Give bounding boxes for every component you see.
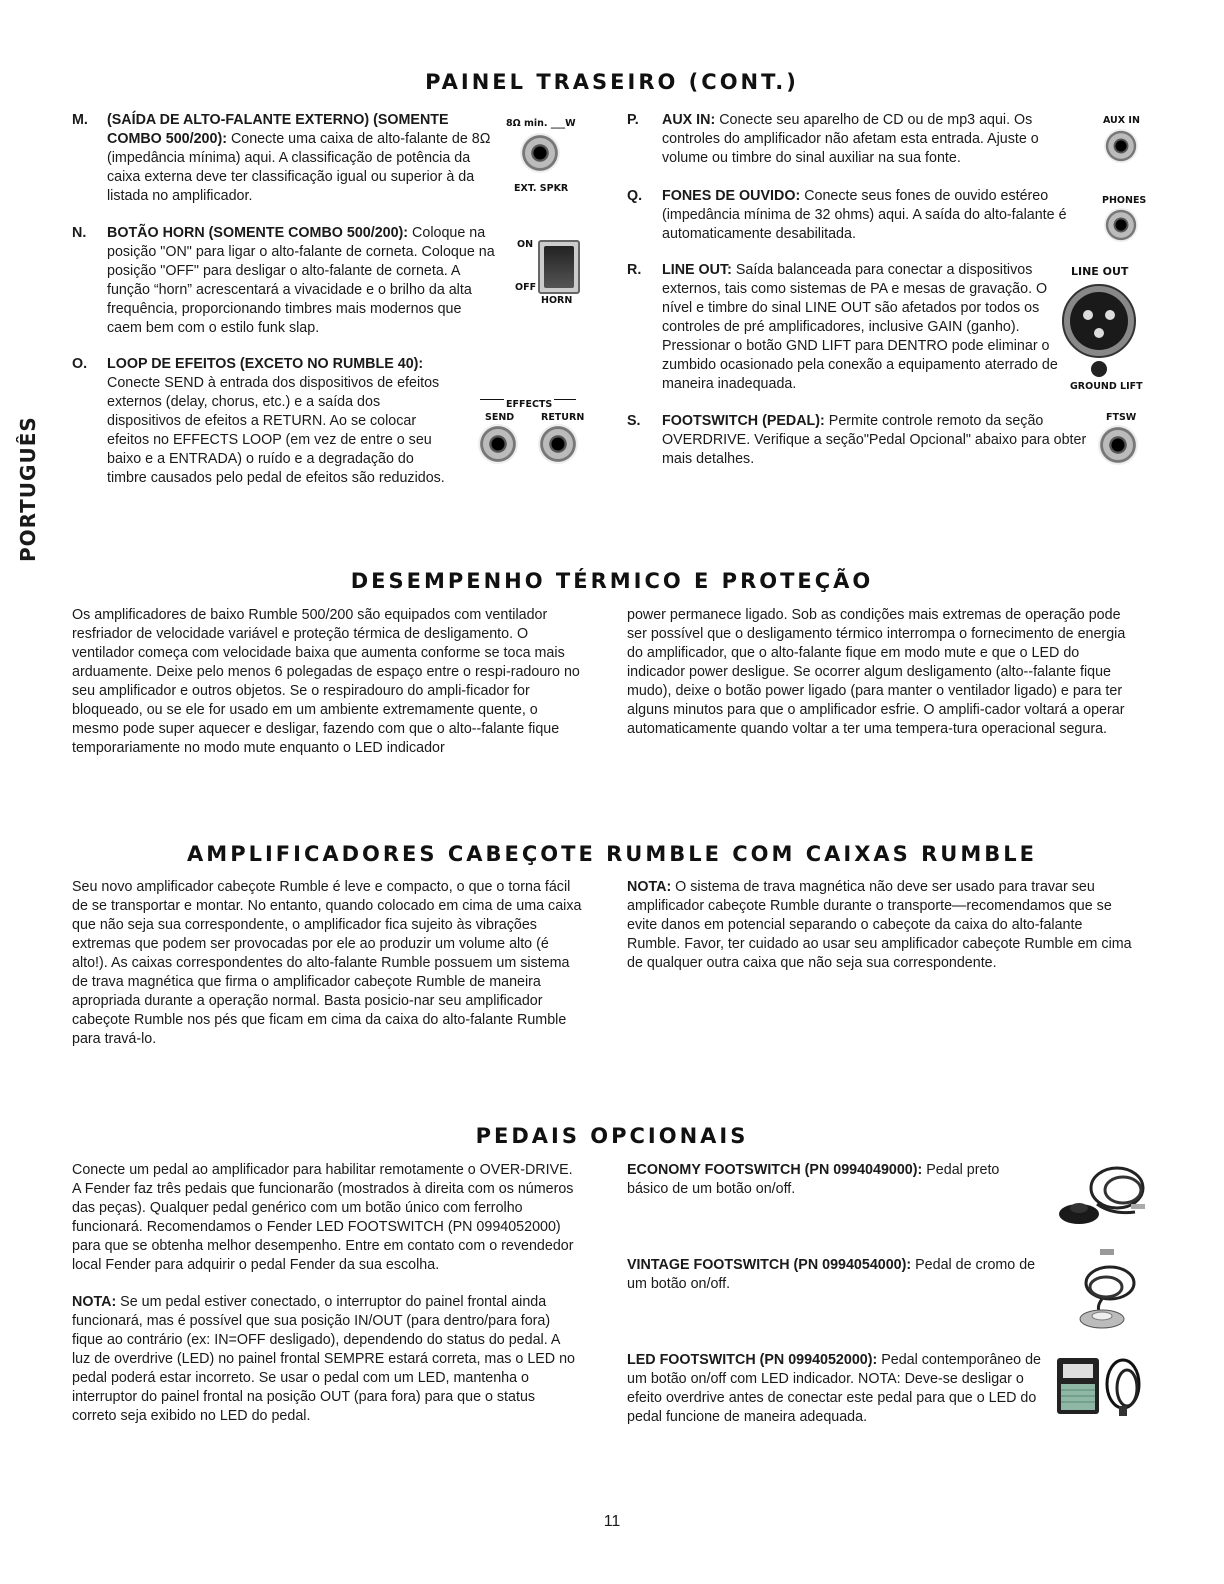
item-o-label: LOOP DE EFEITOS (EXCETO NO RUMBLE 40): [107,356,424,372]
ext-spkr-label: EXT. SPKR [514,183,569,194]
pedals-intro: Conecte um pedal ao amplificador para habilitar remotamente o OVER-DRIVE. A Fender faz três pedais que funcionarão (mostrados à direita com os números das peças). Qualquer pedal genérico com um botão único com ferrolho funcionará. Recomendamos o Fender LED FOOTSWITCH (PN 0994052000) para que se obtenha melhor desempenho. Entre em contato com o revendedor local Fender para adquirir o pedal Fender da sua escolha. [72,1162,574,1273]
return-label: RETURN [541,412,585,423]
ground-lift-button-icon [1091,361,1107,377]
horn-label: HORN [541,295,573,306]
thermal-col1: Os amplificadores de baixo Rumble 500/200 são equipados com ventilador resfriador de velocidade variável e proteção térmica de desligamento. O ventilador começa com velocidade baixa que aumenta conforme se toca mais arduamente. Deixe pelo menos 6 polegadas de espaço entre o respi-radouro no seu amplificador e outros objetos. Se o respiradouro do ampli-ficador for bloqueado, ou se ele for usado em um ambiente extremamente quente, o mesmo pode super aquecer e desligar, fazendo com que o alto--falante fique temporariamente no modo mute enquanto o LED indicador [72,607,580,756]
heads-title: AMPLIFICADORES CABEÇOTE RUMBLE COM CAIXAS RUMBLE [187,842,1037,866]
page-number: 11 [603,1513,621,1530]
aux-in-label: AUX IN [1103,115,1140,126]
side-language-tab: PORTUGUÊS [16,416,40,562]
line-out-label: LINE OUT [1071,265,1129,278]
ext-spkr-jack-icon [520,133,560,173]
pedal-led: LED FOOTSWITCH (PN 0994052000): Pedal contemporâneo de um botão on/off com LED indicador. NOTA: Deve-se desligar o efeito overdrive antes de conectar este pedal para que o LED do pedal funcione de maneira adequada. [627,1352,1042,1425]
effects-label: EFFECTS [506,399,553,410]
ground-lift-label: GROUND LIFT [1070,381,1143,392]
send-label: SEND [485,412,515,423]
vintage-footswitch-icon [1072,1247,1144,1331]
horn-switch-icon [538,240,580,294]
led-footswitch-icon [1055,1354,1145,1418]
heads-col2: NOTA: O sistema de trava magnética não deve ser usado para travar seu amplificador cabeçote Rumble durante o transporte—recomendamos que se evite danos em potencial separando o cabeçote da caixa do alto-falante Rumble. Favor, ter cuidado ao usar seu amplificador cabeçote Rumble em cima de qualquer outra caixa que não seja sua correspondente. [627,879,1132,971]
send-jack-icon [478,424,518,464]
horn-off-label: OFF [515,282,537,293]
pedals-title: PEDAIS OPCIONAIS [475,1124,749,1148]
ftsw-label: FTSW [1106,412,1137,423]
ftsw-jack-icon [1098,425,1138,465]
thermal-title: DESEMPENHO TÉRMICO E PROTEÇÃO [350,569,874,593]
economy-footswitch-icon [1057,1160,1147,1230]
phones-jack-icon [1104,208,1138,242]
aux-in-jack-icon [1104,129,1138,163]
xlr-connector-icon [1061,283,1137,359]
pedal-vintage: VINTAGE FOOTSWITCH (PN 0994054000): Pedal de cromo de um botão on/off. [627,1257,1036,1292]
item-o-body: Conecte SEND à entrada dos dispositivos de efeitos externos (delay, chorus, etc.) e a saída dos dispositivos de efeitos a RETURN. Ao se colocar efeitos no EFFECTS LOOP (em vez de entre o seu baixo e a ENTRADA) o ruído e a degradação do timbre causados pelo pedal de efeitos são reduzidos. [107,375,445,486]
thermal-col2: power permanece ligado. Sob as condições mais extremas de operação pode ser possível que o desligamento térmico interrompa o fornecimento de energia do amplificador, que o alto-falante fique em modo mute e que o LED do indicador power desligue. Se ocorrer algum desligamento (alto--falante fique mudo), deixe o botão power ligado (para manter o ventilador ligado) e para ter alguns minutos para que o amplificador esfrie. O amplifi-cador voltará a operar automaticamente quando voltar a ter uma tempera-tura operacional segura. [627,607,1126,737]
pedal-economy: ECONOMY FOOTSWITCH (PN 0994049000): Pedal preto básico de um botão on/off. [627,1162,1000,1197]
pedals-note: NOTA: Se um pedal estiver conectado, o interruptor do painel frontal ainda funcionará, mas é possível que sua posição IN/OUT (para dentro/para fora) fique ao contrário (ex: IN=OFF desligado), dependendo do status do pedal. A luz de overdrive (LED) no painel frontal SEMPRE estará correta, mas o LED no pedal poderá estar incorreto. Se usar o pedal com um LED, mantenha o interruptor do painel frontal na posição OUT (para fora) para que o status correto seja exibido no LED do pedal. [72,1294,576,1424]
heads-col1: Seu novo amplificador cabeçote Rumble é leve e compacto, o que o torna fácil de se transportar e montar. No entanto, quando colocado em cima de uma caixa que não seja sua correspondente, o amplificador fica sujeito às vibrações extremas que podem ser provocadas por ele ao produzir um volume alto (é alto!). As caixas correspondentes do alto-falante Rumble possuem um sistema de trava magnética que firma o amplificador cabeçote Rumble de maneira apropriada durante a operação normal. Basta posicio-nar seu amplificador cabeçote Rumble nos pés que ficam em cima da caixa do alto-falante Rumble para travá-lo. [72,879,582,1047]
ext-spkr-rating-label: 8Ω min. ___W [506,118,576,129]
phones-label: PHONES [1102,195,1147,206]
rear-panel-title: PAINEL TRASEIRO (CONT.) [425,70,799,94]
return-jack-icon [538,424,578,464]
horn-on-label: ON [517,239,534,250]
